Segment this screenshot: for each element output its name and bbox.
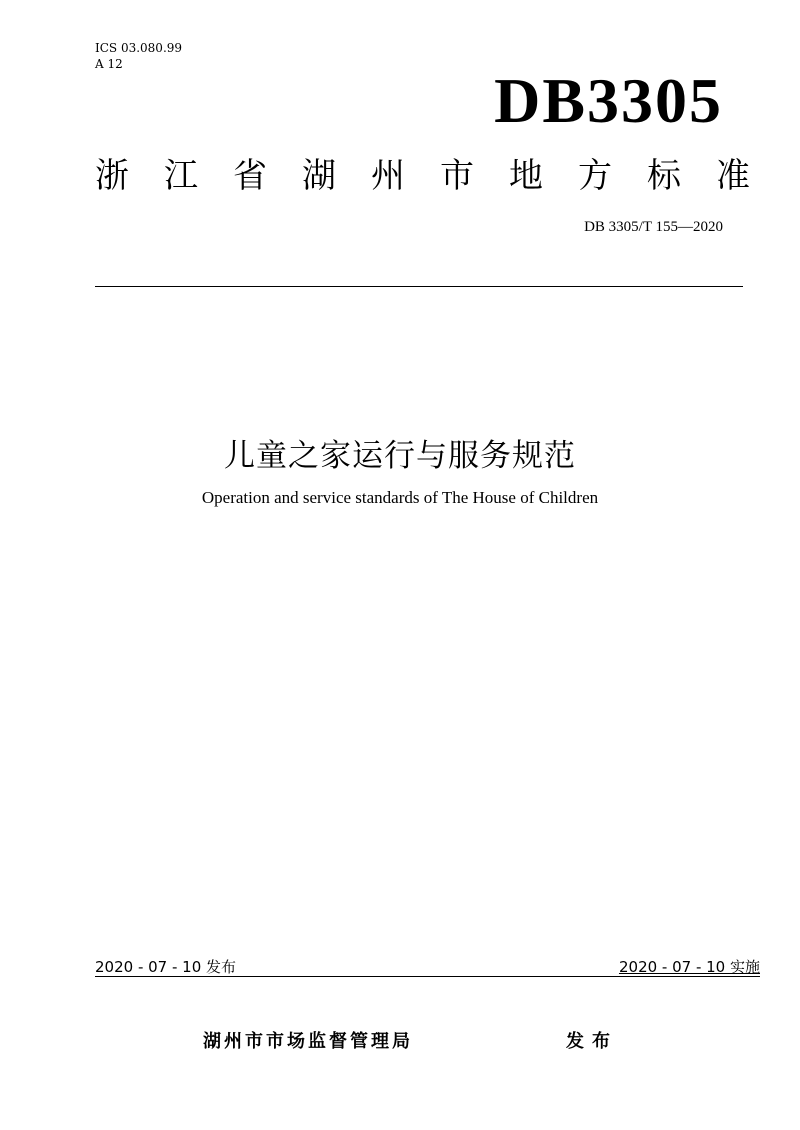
issue-date: 2020 - 07 - 10 发布	[95, 958, 237, 976]
implement-date: 2020 - 07 - 10 实施	[618, 958, 760, 976]
date-row	[95, 956, 760, 978]
db-code: DB3305	[494, 65, 723, 136]
standard-type-title	[95, 150, 750, 202]
document-title-en: Operation and service standards of The House of Children	[201, 488, 599, 507]
standard-title-char: 方	[578, 156, 612, 196]
standard-title-char: 地	[509, 156, 543, 196]
issue-word: 发布	[566, 1031, 618, 1052]
standard-title-char: 州	[371, 156, 405, 196]
standard-title-char: 浙	[95, 156, 129, 196]
standard-title-char: 江	[164, 156, 198, 196]
top-divider	[95, 286, 743, 287]
standard-title-char: 市	[440, 156, 474, 196]
issuer-name: 湖州市市场监督管理局	[203, 1031, 413, 1052]
standard-number: DB 3305/T 155—2020	[584, 219, 723, 235]
ics-code: ICS 03.080.99	[95, 41, 183, 55]
standard-title-char: 省	[233, 156, 267, 196]
ccs-code: A 12	[95, 57, 123, 71]
standard-title-char: 准	[716, 156, 750, 196]
bottom-divider	[95, 976, 760, 977]
document-title-cn: 儿童之家运行与服务规范	[224, 438, 576, 474]
standard-title-char: 湖	[302, 156, 336, 196]
classification-codes	[95, 40, 182, 72]
standard-title-char: 标	[647, 156, 681, 196]
